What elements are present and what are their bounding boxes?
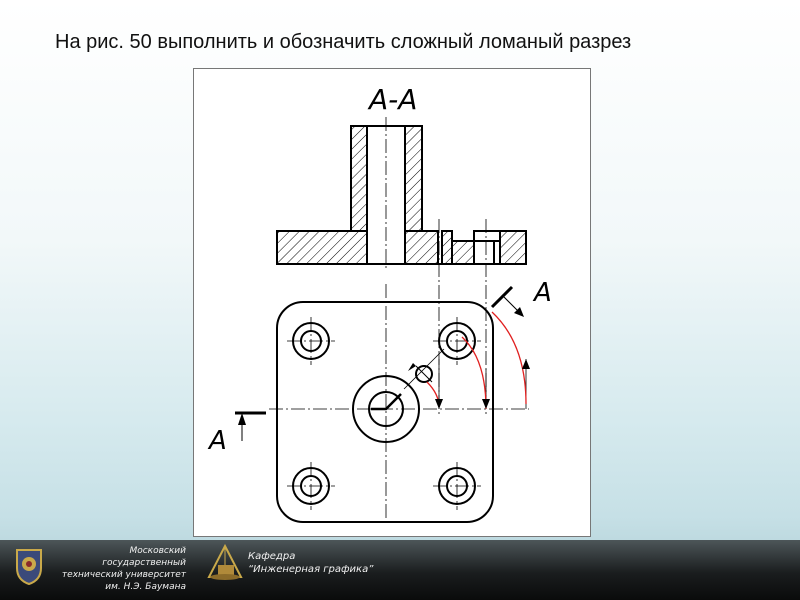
section-label: А-А (369, 83, 418, 116)
cut-label-right: А (534, 278, 552, 308)
cutting-plane-right (492, 287, 521, 314)
department-emblem-icon (206, 543, 244, 583)
rotation-arcs (427, 312, 526, 409)
technical-drawing (193, 68, 591, 537)
section-view (277, 126, 526, 264)
university-name (46, 545, 186, 593)
plan-view (277, 302, 493, 522)
cutting-plane-left (235, 413, 266, 441)
university-line1: Московский государственный (102, 546, 186, 568)
department-line1: Кафедра (248, 551, 296, 562)
university-line2: технический университет (61, 570, 186, 580)
department-name (248, 550, 408, 576)
department-line2: “Инженерная графика” (248, 564, 374, 575)
slide-title: На рис. 50 выполнить и обозначить сложный ломаный разрез (55, 31, 632, 53)
university-line3: им. Н.Э. Баумана (105, 582, 186, 592)
footer-bar (0, 540, 800, 600)
cut-label-left: А (209, 426, 227, 456)
university-emblem-icon (14, 546, 44, 586)
